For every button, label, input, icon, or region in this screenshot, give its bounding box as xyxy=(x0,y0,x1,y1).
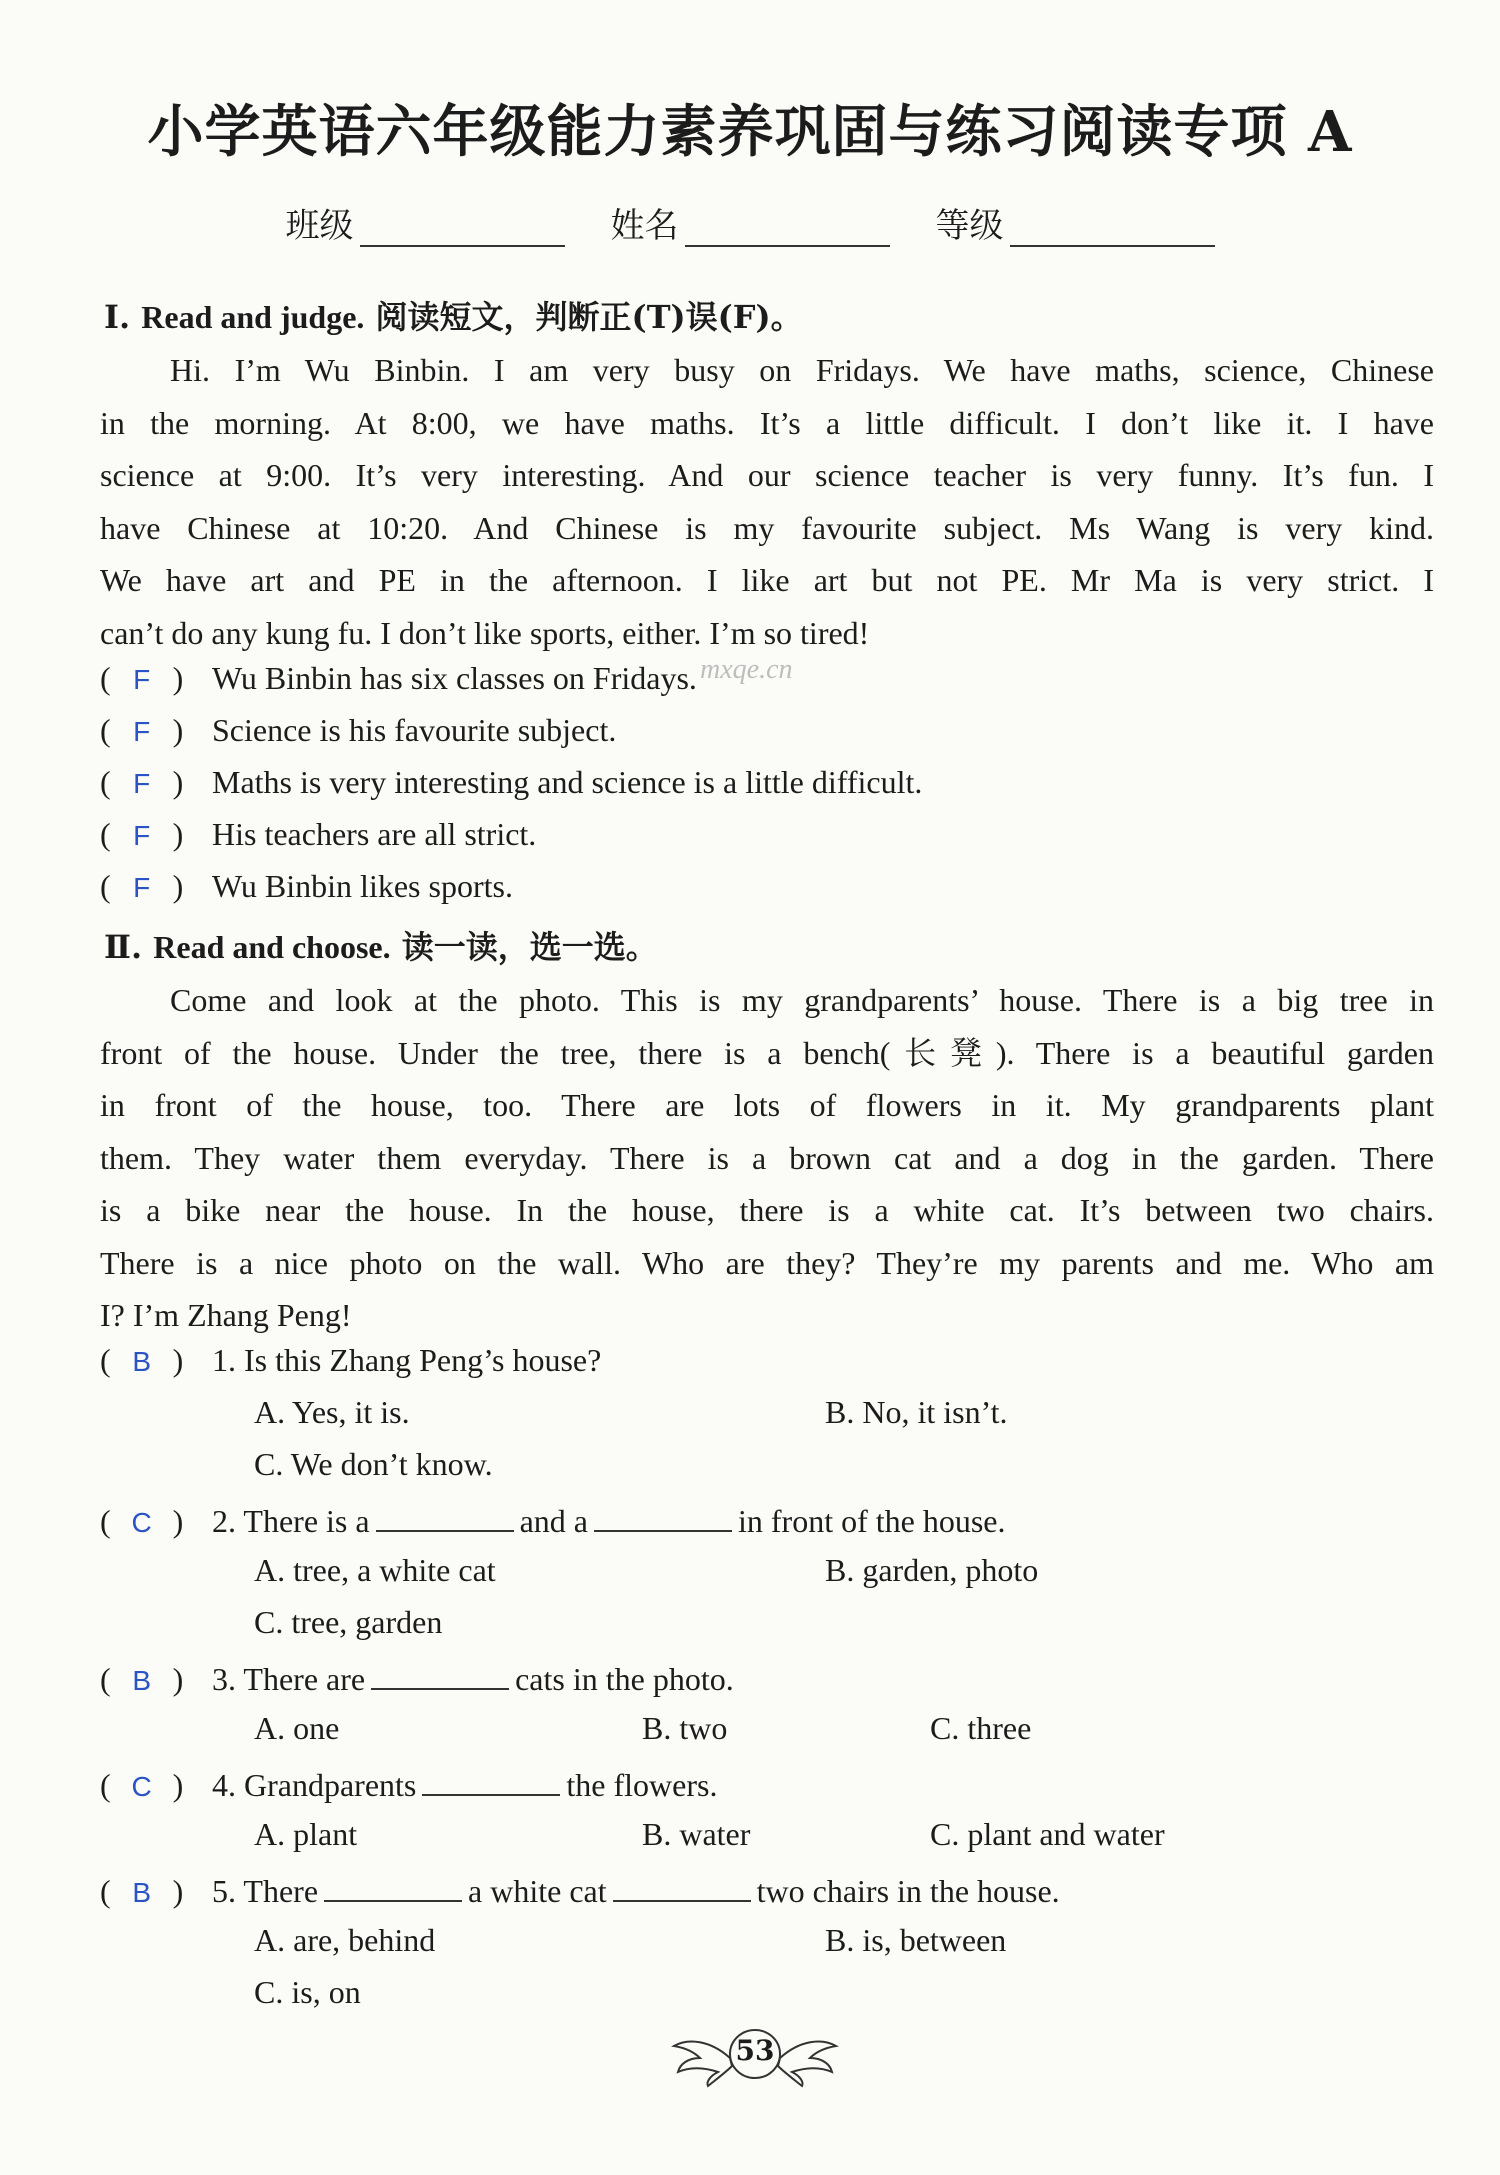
judge-item xyxy=(100,868,513,905)
answer-paren[interactable]: ( F ) xyxy=(100,764,184,800)
question-text: Grandparents xyxy=(244,1767,417,1803)
grade-label: 等级 xyxy=(935,206,1004,246)
judge-item xyxy=(100,764,922,801)
name-field xyxy=(611,198,890,247)
answer-mark: C xyxy=(131,1507,152,1538)
answer-paren[interactable]: ( F ) xyxy=(100,816,184,852)
option-c[interactable]: C. tree, garden xyxy=(254,1604,443,1640)
option-c[interactable]: C. We don’t know. xyxy=(254,1446,493,1482)
answer-mark: F xyxy=(133,768,151,799)
question-text: cats in the photo. xyxy=(515,1661,734,1697)
judge-text: His teachers are all strict. xyxy=(212,816,537,852)
passage-line: is a bike near the house. In the house, there is a white cat. It’s between two chairs. xyxy=(100,1192,1434,1228)
passage-line: can’t do any kung fu. I don’t like sports, either. I’m so tired! xyxy=(100,614,870,651)
section1-heading-en: Read and judge. xyxy=(141,299,365,335)
answer-mark: F xyxy=(133,872,151,903)
judge-item xyxy=(100,712,616,749)
passage-line: There is a nice photo on the wall. Who are they? They’re my parents and me. Who am xyxy=(100,1244,1434,1281)
option-b[interactable]: B. water xyxy=(642,1816,751,1852)
fill-blank[interactable] xyxy=(324,1870,462,1902)
answer-paren[interactable]: ( F ) xyxy=(100,660,184,696)
question-number: 5. xyxy=(212,1873,236,1909)
question-5 xyxy=(100,1870,1060,1910)
section1-passage xyxy=(100,344,1434,659)
question-text: There are xyxy=(243,1661,366,1697)
name-blank[interactable] xyxy=(685,209,890,247)
question-3 xyxy=(100,1658,734,1698)
passage-line: Come and look at the photo. This is my grandparents’ house. There is a big tree in xyxy=(170,982,1434,1018)
answer-paren[interactable]: ( B ) xyxy=(100,1661,184,1697)
question-text: and a xyxy=(519,1503,588,1539)
option-b[interactable]: B. garden, photo xyxy=(825,1552,1039,1588)
grade-blank[interactable] xyxy=(1010,209,1215,247)
passage-line: I? I’m Zhang Peng! xyxy=(100,1297,352,1333)
section1-heading-zh: 阅读短文，判断正(T)误(F)。 xyxy=(375,298,803,336)
question-text: Is this Zhang Peng’s house? xyxy=(244,1342,602,1378)
answer-paren[interactable]: ( C ) xyxy=(100,1767,184,1803)
page-number-badge xyxy=(670,2020,840,2090)
option-a[interactable]: A. are, behind xyxy=(254,1922,436,1958)
judge-text: Wu Binbin likes sports. xyxy=(212,868,513,904)
option-c[interactable]: C. three xyxy=(930,1710,1032,1746)
question-1 xyxy=(100,1342,601,1379)
question-number: 2. xyxy=(212,1503,236,1539)
question-number: 1. xyxy=(212,1342,236,1378)
option-a[interactable]: A. plant xyxy=(254,1816,358,1852)
section2-passage xyxy=(100,974,1434,1342)
judge-item xyxy=(100,816,536,853)
passage-line: science at 9:00. It’s very interesting. And our science teacher is very funny. It’s fun. I xyxy=(100,457,1434,493)
section2-heading-zh: 读一读，选一选。 xyxy=(401,928,658,966)
question-text: There is a xyxy=(243,1503,370,1539)
answer-mark: C xyxy=(131,1771,152,1802)
fill-blank[interactable] xyxy=(376,1500,514,1532)
passage-line: We have art and PE in the afternoon. I like art but not PE. Mr Ma is very strict. I xyxy=(100,562,1434,598)
answer-paren[interactable]: ( B ) xyxy=(100,1873,184,1909)
question-number: 4. xyxy=(212,1767,236,1803)
answer-mark: F xyxy=(133,820,151,851)
option-a[interactable]: A. Yes, it is. xyxy=(254,1394,410,1430)
answer-paren[interactable]: ( F ) xyxy=(100,868,184,904)
watermark: mxqe.cn xyxy=(700,654,793,685)
class-field xyxy=(286,198,565,247)
answer-mark: B xyxy=(132,1346,151,1377)
answer-paren[interactable]: ( F ) xyxy=(100,712,184,748)
section2-heading-en: Read and choose. xyxy=(153,929,391,965)
page-title: 小学英语六年级能力素养巩固与练习阅读专项 A xyxy=(147,99,1353,165)
section1-numeral: Ⅰ. xyxy=(104,298,131,336)
answer-mark: B xyxy=(132,1665,151,1696)
question-text: the flowers. xyxy=(566,1767,718,1803)
passage-line: them. They water them everyday. There is a brown cat and a dog in the garden. There xyxy=(100,1139,1434,1176)
question-text: a white cat xyxy=(468,1873,607,1909)
judge-text: Maths is very interesting and science is a little difficult. xyxy=(212,764,923,800)
judge-item xyxy=(100,660,697,697)
option-a[interactable]: A. one xyxy=(254,1710,340,1746)
option-a[interactable]: A. tree, a white cat xyxy=(254,1552,496,1588)
answer-mark: B xyxy=(132,1877,151,1908)
passage-line: front of the house. Under the tree, there is a bench(长凳). There is a beautiful garden xyxy=(100,1034,1434,1071)
question-text: in front of the house. xyxy=(737,1503,1006,1539)
name-label: 姓名 xyxy=(610,206,679,246)
fill-blank[interactable] xyxy=(613,1870,751,1902)
judge-text: Wu Binbin has six classes on Fridays. xyxy=(212,660,697,696)
option-c[interactable]: C. is, on xyxy=(254,1974,361,2010)
option-b[interactable]: B. is, between xyxy=(825,1922,1007,1958)
passage-line: Hi. I’m Wu Binbin. I am very busy on Fridays. We have maths, science, Chinese xyxy=(170,352,1434,388)
passage-line: have Chinese at 10:20. And Chinese is my favourite subject. Ms Wang is very kind. xyxy=(100,509,1434,546)
student-info-row xyxy=(0,198,1500,247)
answer-paren[interactable]: ( C ) xyxy=(100,1503,184,1539)
class-label: 班级 xyxy=(285,206,354,246)
section2-heading xyxy=(104,922,658,968)
grade-field xyxy=(936,198,1215,247)
question-4 xyxy=(100,1764,717,1804)
passage-line: in the morning. At 8:00, we have maths. It’s a little difficult. I don’t like it. I have xyxy=(100,404,1434,441)
judge-text: Science is his favourite subject. xyxy=(212,712,617,748)
answer-mark: F xyxy=(133,664,151,695)
option-c[interactable]: C. plant and water xyxy=(930,1816,1165,1852)
class-blank[interactable] xyxy=(360,209,565,247)
question-text: two chairs in the house. xyxy=(756,1873,1060,1909)
option-b[interactable]: B. two xyxy=(642,1710,728,1746)
passage-line: in front of the house, too. There are lots of flowers in it. My grandparents plant xyxy=(100,1087,1434,1123)
option-b[interactable]: B. No, it isn’t. xyxy=(825,1394,1008,1430)
page-number: 53 xyxy=(735,2034,775,2067)
section1-heading xyxy=(104,292,803,338)
fill-blank[interactable] xyxy=(371,1658,509,1690)
section2-numeral: Ⅱ. xyxy=(104,928,143,966)
question-number: 3. xyxy=(212,1661,236,1697)
question-2 xyxy=(100,1500,1005,1540)
question-text: There xyxy=(243,1873,319,1909)
answer-paren[interactable]: ( B ) xyxy=(100,1342,184,1378)
fill-blank[interactable] xyxy=(594,1500,732,1532)
fill-blank[interactable] xyxy=(422,1764,560,1796)
answer-mark: F xyxy=(133,716,151,747)
